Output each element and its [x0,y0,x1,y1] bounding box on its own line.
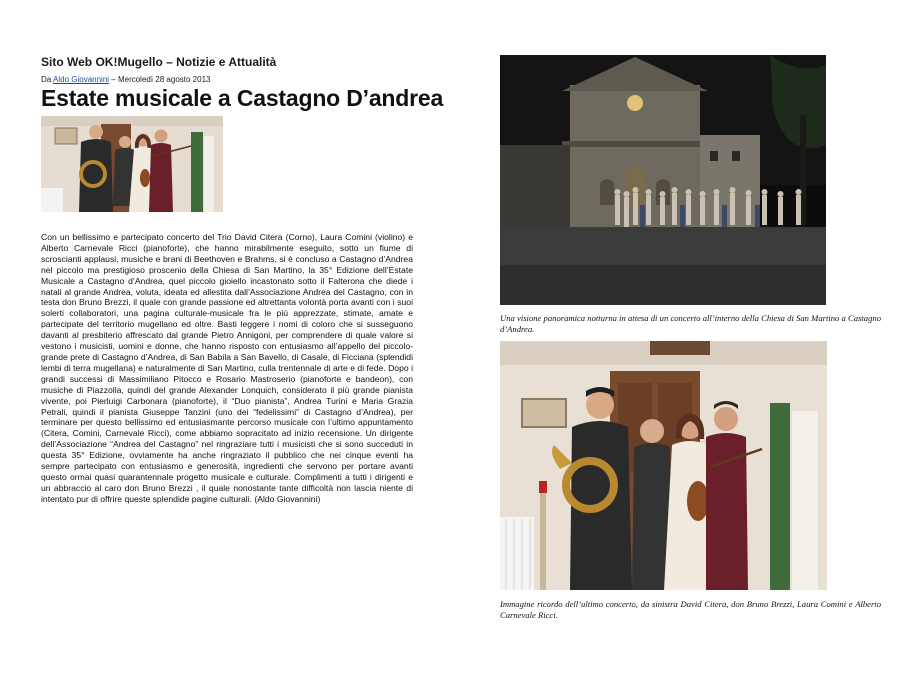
article-title: Estate musicale a Castagno D’andrea [41,85,444,111]
caption-group-photo: Immagine ricordo dell’ultimo concerto, da sinistra David Citera, don Bruno Brezzi, Laura Comini e Alberto Carnevale Ricci. [500,599,881,620]
byline [41,75,210,84]
caption-night-photo: Una visione panoramica notturna in attesa di un concerto all’interno della Chiesa di San Martino a Castagno d’Andrea. [500,313,881,334]
night-church-photo [500,55,826,305]
article-body: Con un bellissimo e partecipato concerto del Trio David Citera (Corno), Laura Comini (violino) e Alberto Carnevale Ricci (pianoforte), che hanno mirabilmente eseguito, sotto un fiume di scroscianti applausi, musiche e brani di Beethoven e Brahms, si è concluso a Castagno d’Andrea nel piccolo ma prestigioso proscenio della Chiesa di San Martino, la 35° Edizione dell’Estate Musicale a Castagno d’Andrea, quel piccolo gioiello incastonato sotto il Falterona che diede i natali al grande Andrea, voluta, ideata ed allestita dall’Associazione Andrea del Castagno, con in testa don Bruno Brezzi, il quale con grande passione ed altrettanta volontà porta avanti con i suoi solerti collaboratori, una pagina culturale-musicale fra le più apprezzate, stimate, amate e partecipate del territorio mugellano ed oltre. Basti leggere i nomi di coloro che si susseguono davanti al presbiterio affrescato dal grande Pietro Annigoni, per comprendere di quale valore si vestono i musicisti, uomini e donne, che hanno risposto con entusiasmo all’appello del piccolo-grande prete di Castagno d’Andrea, di San Babila a San Bavello, di Casale, di Ficciana (splendidi lembi di terra mugellana) e naturalmente di San Martino, culla trentennale di arte e di fede. Dopo i grandi successi di Massimiliano Pitocco e Rosario Mastroserio (pianoforte e bandeon), con musiche di Piazzolla, quindi del grande Alexander Lonquich, considerato il più grande pianista vivente, poi Pierluigi Carbonara (pianoforte), il “Duo pianista”, Andrea Turini e Maria Grazia Petrali, quindi il pianista Giuseppe Tanzini (uno dei “fedelissimi” di Castagno d’Andrea), per terminare per questo bellissimo ed entusiasmante percorso musicale con l’ultimo appuntamento (Citera, Comini, Carnevale Ricci), come abbiamo sopracitato ad inizio recensione. Un dirigente dell’Associazione “Andrea del Castagno” nel ringraziare tutti i musicisti che si sono succeduti in questa 35° Edizione, ovviamente ha anche ringraziato il pubblico che nei cinque eventi ha sempre partecipato con entusiasmo e generosità, ingredienti che servono per portare avanti questo ormai quasi quarantennale progetto musicale e culturale. Complimenti a tutti i dirigenti e un abbraccio al caro don Bruno Brezzi , il quale nonostante tante difficoltà non lascia niente di intentato pur di offrire queste splendide pagine culturali. (Aldo Giovannini) [41,232,413,504]
site-title: Sito Web OK!Mugello – Notizie e Attualità [41,55,277,69]
author-link[interactable]: Aldo Giovannini [53,75,110,84]
musicians-group-photo [500,341,827,590]
byline-date: – Mercoledì 28 agosto 2013 [109,75,211,84]
thumbnail-photo [41,116,223,212]
byline-prefix: Da [41,75,54,84]
